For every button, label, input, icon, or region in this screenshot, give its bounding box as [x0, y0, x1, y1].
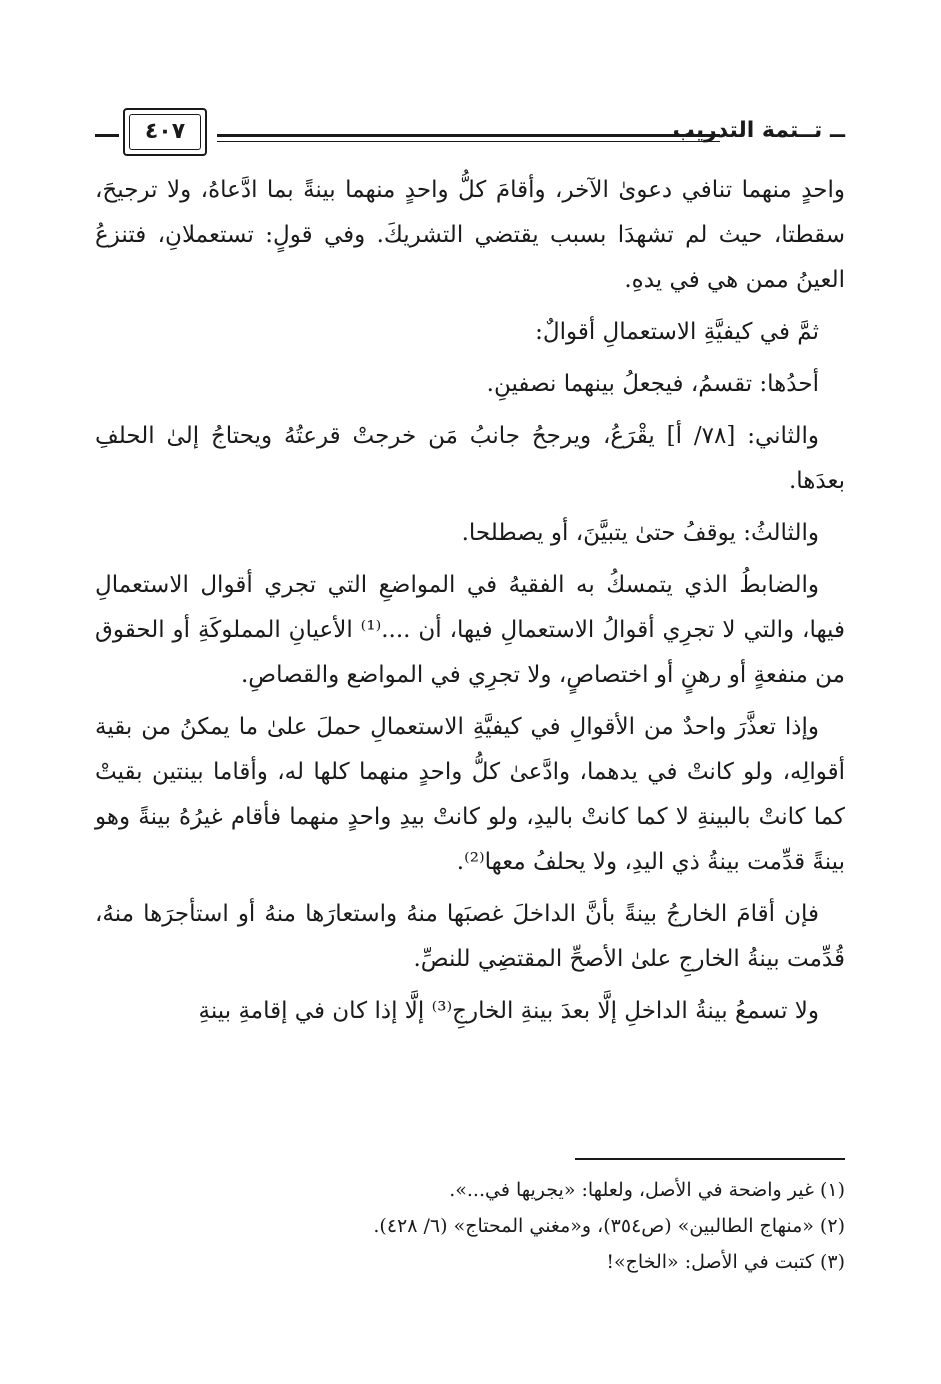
- header-rule-left: [95, 134, 119, 137]
- main-text: [95, 168, 845, 1041]
- paragraph: ولا تسمعُ بينةُ الداخلِ إلَّا بعدَ بينةِ الخارجِ⁽³⁾ إلَّا إذا كان في إقامةِ بينةِ: [198, 998, 819, 1024]
- page-header: [95, 108, 845, 158]
- footnote: (٣) كتبت في الأصل: «الخاج»!: [606, 1251, 845, 1273]
- footnote: (١) غير واضحة في الأصل، ولعلها: «يجريها في...».: [449, 1179, 845, 1201]
- paragraph: ثمَّ في كيفيَّةِ الاستعمالِ أقوالٌ:: [535, 319, 819, 345]
- paragraph: والضابطُ الذي يتمسكُ به الفقيهُ في المواضعِ التي تجري أقوال الاستعمالِ فيها، والتي لا تجرِي أقوالُ الاستعمالِ فيها، أن ....⁽¹⁾ الأعيانِ المملوكَةِ أو الحقوق من منفعةٍ أو رهنٍ أو اختصاصٍ، ولا تجرِي في المواضع والقصاصِ.: [95, 572, 845, 688]
- paragraph: وإذا تعذَّرَ واحدٌ من الأقوالِ في كيفيَّةِ الاستعمالِ حملَ علىٰ ما يمكنُ من بقية أقوالِه، ولو كانتْ في يدهما، وادَّعىٰ كلُّ واحدٍ منهما كلها له، وأقاما بينتين بقيتْ كما كانتْ بالبينةِ لا كما كانتْ باليدِ، ولو كانتْ بيدِ واحدٍ منهما فأقام غيرُهُ بينةً وهو بينةً قدِّمت بينةُ ذي اليدِ، ولا يحلفُ معها⁽²⁾.: [95, 714, 845, 875]
- paragraph: فإن أقامَ الخارجُ بينةً بأنَّ الداخلَ غصبَها منهُ واستعارَها منهُ أو استأجرَها منهُ، قُدِّمت بينةُ الخارجِ علىٰ الأصحِّ المقتضِي للنصِّ.: [95, 901, 845, 972]
- footnote-separator: [575, 1158, 845, 1160]
- paragraph: أحدُها: تقسمُ، فيجعلُ بينهما نصفينِ.: [486, 371, 819, 397]
- header-rule: [217, 134, 720, 137]
- running-title: ــ تــتمة التدريب: [672, 118, 845, 143]
- footnotes: [95, 1172, 845, 1280]
- page-number: ٤٠٧: [144, 119, 186, 144]
- footnote: (٢) «منهاج الطالبين» (ص٣٥٤)، و«مغني المحتاج» (٦/ ٤٢٨).: [373, 1215, 845, 1237]
- paragraph: واحدٍ منهما تنافي دعوىٰ الآخر، وأقامَ كلُّ واحدٍ منهما بينةً بما ادَّعاهُ، ولا ترجيحَ، سقطتا، حيث لم تشهدَا بسبب يقتضي التشريكَ. وفي قولٍ: تستعملانِ، فتنزعُ العينُ ممن هي في يدهِ.: [95, 177, 845, 293]
- paragraph: والثاني: [٧٨/ أ] يقْرَعُ، ويرجحُ جانبُ مَن خرجتْ قرعتُهُ ويحتاجُ إلىٰ الحلفِ بعدَها.: [95, 423, 845, 494]
- paragraph: والثالثُ: يوقفُ حتىٰ يتبيَّنَ، أو يصطلحا.: [461, 520, 819, 546]
- page-number-frame: [123, 108, 207, 156]
